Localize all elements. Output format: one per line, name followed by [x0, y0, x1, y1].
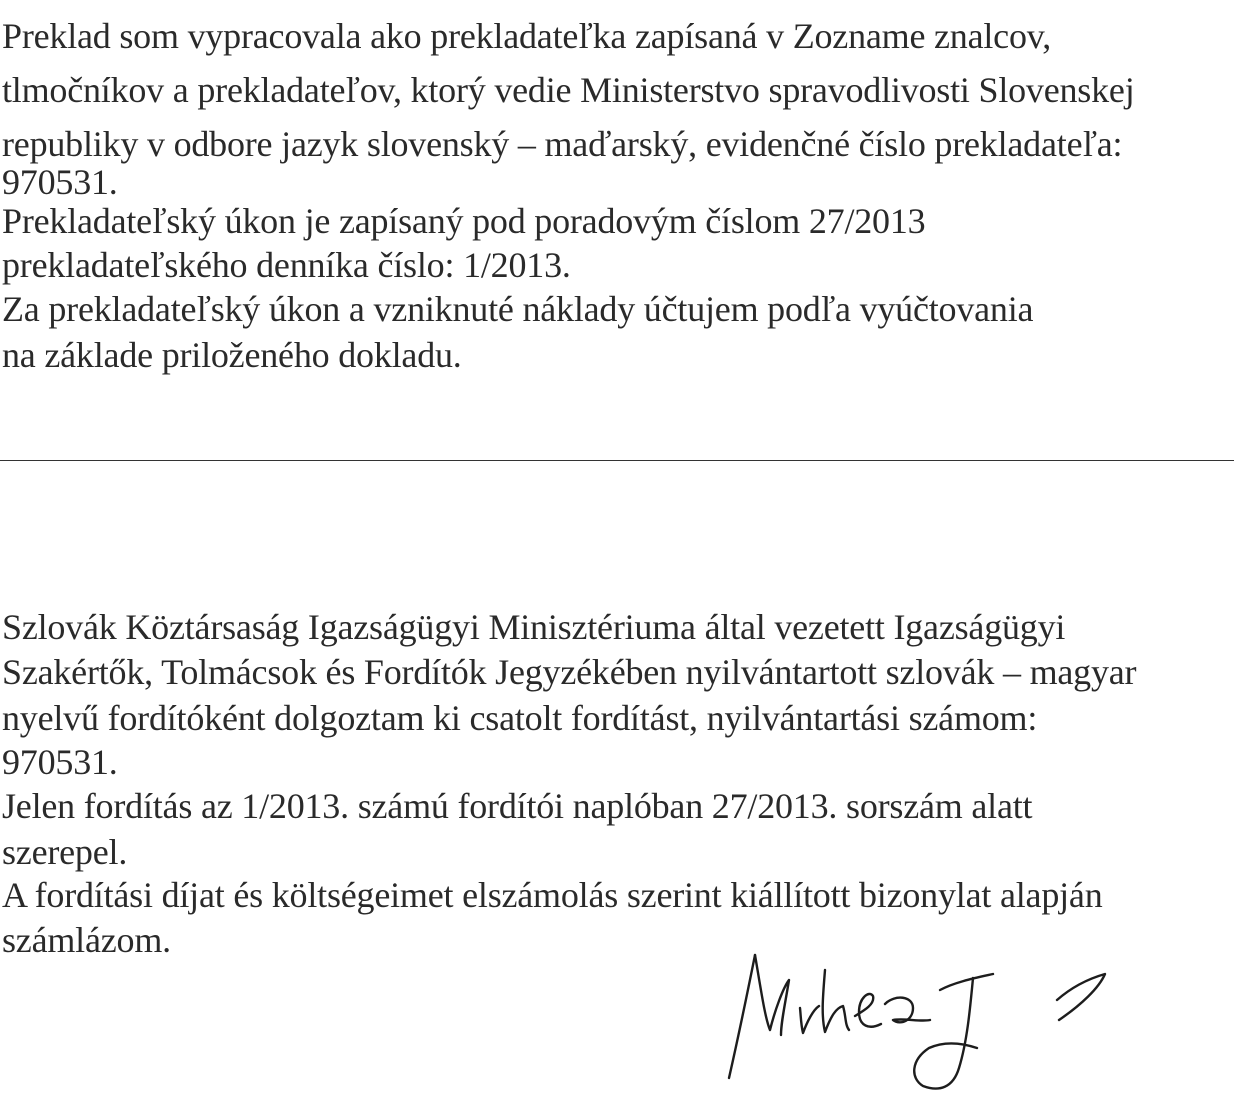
slovak-line-2: tlmočníkov a prekladateľov, ktorý vedie Ministerstvo spravodlivosti Slovenskej: [2, 70, 1135, 110]
handwritten-signature: [715, 930, 1115, 1103]
slovak-line-4: 970531.: [2, 162, 118, 202]
hungarian-line-3: nyelvű fordítóként dolgoztam ki csatolt fordítást, nyilvántartási számom:: [2, 698, 1038, 738]
hungarian-line-2: Szakértők, Tolmácsok és Fordítók Jegyzékében nyilvántartott szlovák – magyar: [2, 652, 1137, 692]
slovak-line-3: republiky v odbore jazyk slovenský – maďarský, evidenčné číslo prekladateľa:: [2, 124, 1123, 164]
slovak-line-8: na základe priloženého dokladu.: [2, 335, 462, 375]
slovak-line-6: prekladateľského denníka číslo: 1/2013.: [2, 245, 571, 285]
slovak-line-5: Prekladateľský úkon je zapísaný pod poradovým číslom 27/2013: [2, 201, 926, 241]
hungarian-line-8: számlázom.: [2, 920, 171, 960]
hungarian-line-5: Jelen fordítás az 1/2013. számú fordítói naplóban 27/2013. sorszám alatt: [2, 786, 1033, 826]
slovak-line-1: Preklad som vypracovala ako prekladateľka zapísaná v Zozname znalcov,: [2, 16, 1052, 56]
hungarian-line-1: Szlovák Köztársaság Igazságügyi Minisztériuma által vezetett Igazságügyi: [2, 607, 1066, 647]
hungarian-line-4: 970531.: [2, 742, 118, 782]
hungarian-line-6: szerepel.: [2, 832, 128, 872]
hungarian-line-7: A fordítási díjat és költségeimet elszámolás szerint kiállított bizonylat alapján: [2, 875, 1103, 915]
separator-line: [0, 460, 1234, 461]
slovak-line-7: Za prekladateľský úkon a vzniknuté náklady účtujem podľa vyúčtovania: [2, 289, 1034, 329]
